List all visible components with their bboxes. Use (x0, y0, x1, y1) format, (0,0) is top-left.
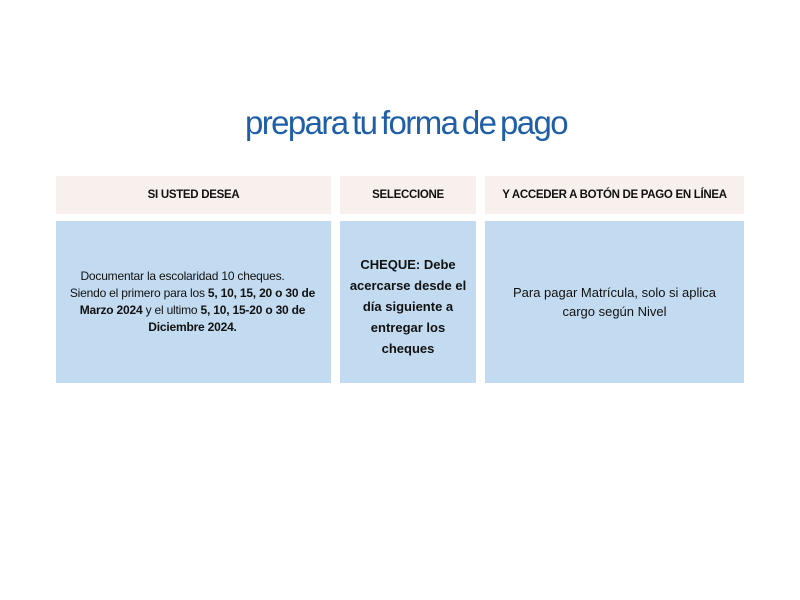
cell-text-segment: Siendo el primero para los (69, 286, 208, 300)
cell-pago-en-linea (485, 221, 744, 383)
cell-text: Para pagar Matrícula, solo si aplica cargo según Nivel (512, 285, 717, 319)
header-boton-de-pago (485, 176, 744, 214)
cell-cheque (340, 221, 476, 383)
header-si-usted-desea (56, 176, 331, 214)
page-title: prepara tu forma de pago (244, 104, 567, 141)
header-label: Y ACCEDER A BOTÓN DE PAGO EN LÍNEA (502, 189, 727, 201)
header-label: SI USTED DESEA (147, 189, 240, 201)
cell-text-bold-dates: 5, 10, 15, 20 o 30 de Marzo 2024 (79, 286, 316, 317)
cell-text-segment: y el ultimo (142, 303, 201, 317)
header-label: SELECCIONE (372, 189, 444, 201)
header-seleccione (340, 176, 476, 214)
cell-text-bold-dates: 5, 10, 15-20 o 30 de Diciembre 2024. (148, 303, 306, 334)
cell-documentar-escolaridad (56, 221, 331, 383)
cell-text-line: Documentar la escolaridad 10 cheques. (80, 269, 285, 283)
cell-text: CHEQUE: Debe acercarse desde el día siguiente a entregar los cheques (349, 256, 467, 356)
cell-text (56, 268, 331, 336)
